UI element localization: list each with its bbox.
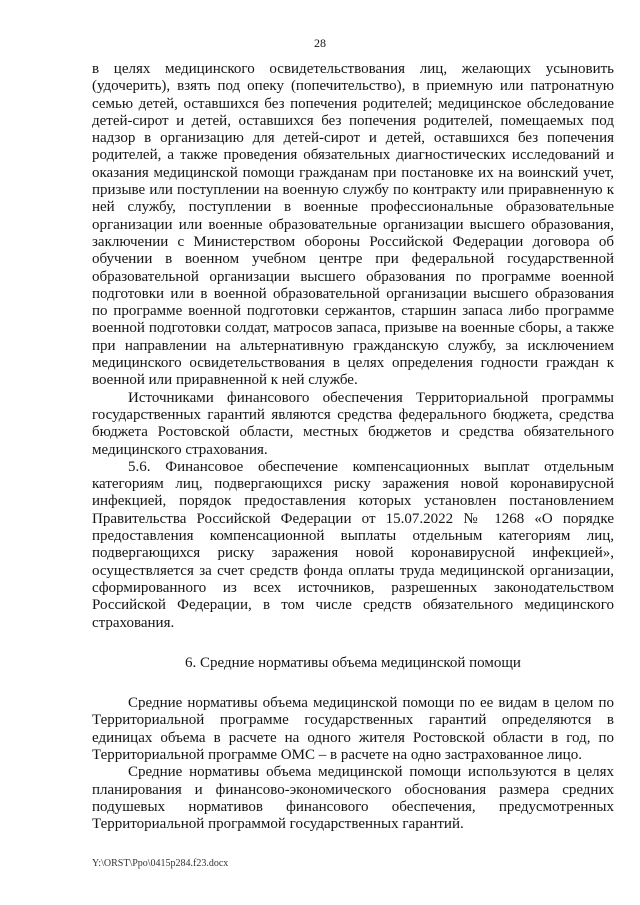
section-heading: 6. Средние нормативы объема медицинской помощи [185,654,521,671]
page-number: 28 [314,36,326,50]
paragraph-norms-usage: Средние нормативы объема медицинской помощи используются в целях планирования и финансово-экономического обоснования размера средних подушевых нормативов финансового обеспечения, предусмотренных Территориальной программой государственных гарантий. [92,764,614,833]
paragraph-funding-sources: Источниками финансового обеспечения Территориальной программы государственных гарантий являются средства федерального бюджета, средства бюджета Ростовской области, местных бюджетов и средства обязательного медицинского страхования. [92,389,614,458]
paragraph-5-6-compensation: 5.6. Финансовое обеспечение компенсационных выплат отдельным категориям лиц, подвергающихся риску заражения новой коронавирусной инфекцией, порядок предоставления которых установлен постановлением Правительства Российской Федерации от 15.07.2022 № 1268 «О порядке предоставления компенсационной выплаты отдельным категориям лиц, подвергающихся риску заражения новой коронавирусной инфекцией», осуществляется за счет средств фонда оплаты труда медицинской организации, сформированного из всех источников, разрешенных законодательством Российской Федерации, в том числе средств обязательного медицинского страхования. [92,458,614,631]
paragraph-continuation: в целях медицинского освидетельствования лиц, желающих усыновить (удочерить), взять под опеку (попечительство), в приемную или патронатную семью детей, оставшихся без попечения родителей; медицинское обследование детей-сирот и детей, оставшихся без попечения родителей, помещаемых под надзор в организацию для детей-сирот и детей, оставшихся без попечения родителей, а также проведения обязательных диагностических исследований и оказания медицинской помощи гражданам при постановке их на воинский учет, призыве или поступлении на военную службу по контракту или приравненную к ней службу, поступлении в военные профессиональные образовательные организации или военные образовательные организации высшего образования, заключении с Министерством обороны Российской Федерации договора об обучении в военном учебном центре при федеральной государственной образовательной организации высшего образования по программе военной подготовки или в военной образовательной организации высшего образования по программе военной подготовки сержантов, старшин запаса либо программе военной подготовки солдат, матросов запаса, призыве на военные сборы, а также при направлении на альтернативную гражданскую службу, за исключением медицинского освидетельствования в целях определения годности граждан к военной или приравненной к ней службе. [92,61,614,389]
document-body [92,61,614,833]
paragraph-volume-norms: Средние нормативы объема медицинской помощи по ее видам в целом по Территориальной программе государственных гарантий определяются в единицах объема в расчете на одного жителя Ростовской области в год, по Территориальной программе ОМС – в расчете на одно застрахованное лицо. [92,695,614,763]
footer-file-path: Y:\ORST\Ppo\0415p284.f23.docx [92,858,229,869]
